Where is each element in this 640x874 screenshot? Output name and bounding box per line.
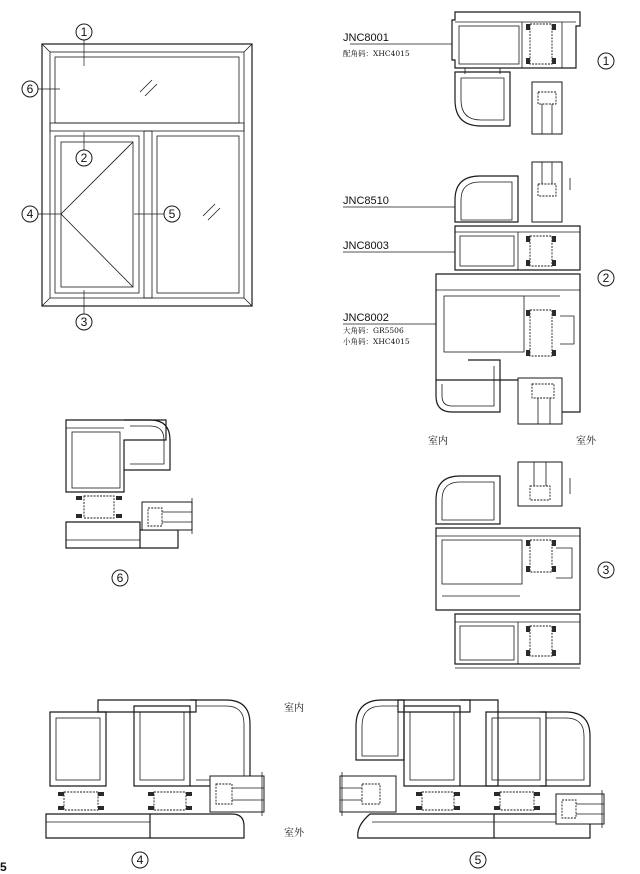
section-1-profile: JNC8001	[343, 32, 389, 44]
section-2-small-corner: 小角码：XHC4015	[343, 337, 410, 346]
section-5-marker-label: 5	[474, 853, 482, 867]
section-5	[340, 700, 604, 868]
page-number: 5	[0, 860, 7, 874]
marker-1-label: 1	[80, 25, 88, 39]
section-2-outdoor: 室外	[576, 436, 596, 447]
marker-6-label: 6	[26, 82, 34, 96]
marker-4-label: 4	[26, 207, 34, 221]
section-2-profile-b: JNC8003	[343, 240, 389, 252]
section-6	[66, 420, 192, 586]
section-1-corner: 配角码：XHC4015	[343, 49, 410, 58]
marker-3-label: 3	[80, 315, 88, 329]
section-2	[343, 162, 614, 447]
section-4	[46, 700, 305, 868]
section-2-profile-a: JNC8510	[343, 195, 389, 207]
section-1	[343, 12, 614, 134]
section-2-indoor: 室内	[428, 436, 448, 447]
section-3-marker-label: 3	[602, 563, 610, 577]
marker-5-label: 5	[168, 207, 176, 221]
section-4-marker-label: 4	[136, 853, 144, 867]
section-4-outdoor: 室外	[284, 828, 304, 839]
section-4-indoor: 室内	[284, 703, 304, 714]
window-elevation	[22, 24, 252, 330]
section-6-marker-label: 6	[116, 571, 124, 585]
section-2-marker-label: 2	[602, 271, 610, 285]
section-2-large-corner: 大角码：GR5506	[343, 326, 404, 335]
section-1-marker-label: 1	[602, 54, 610, 68]
marker-2-label: 2	[80, 151, 88, 165]
section-3	[436, 462, 614, 668]
section-2-profile-c: JNC8002	[343, 312, 389, 324]
